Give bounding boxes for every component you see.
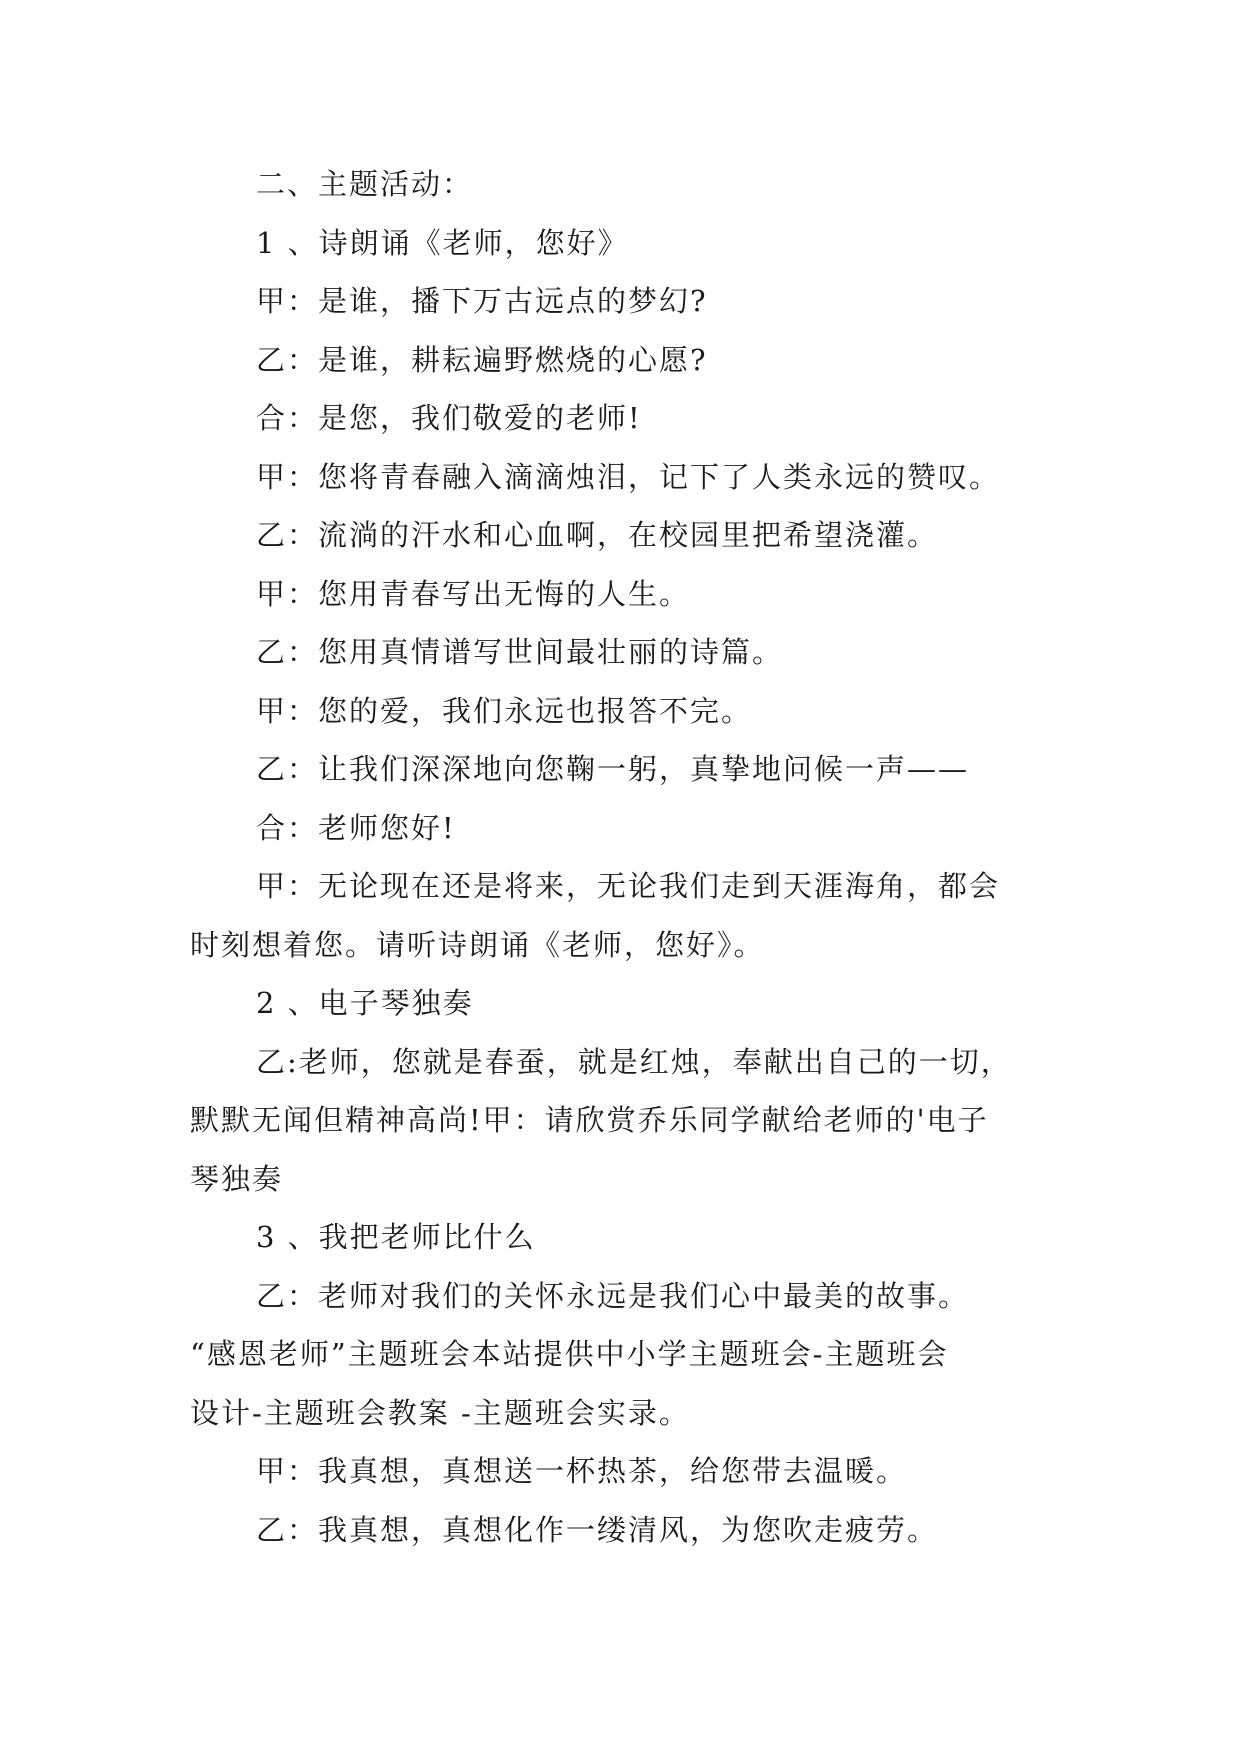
text-line: 1 、诗朗诵《老师，您好》: [256, 225, 629, 260]
text-line: 甲：我真想，真想送一杯热茶，给您带去温暖。: [256, 1454, 908, 1488]
text-line: 3 、我把老师比什么: [256, 1220, 536, 1254]
document-body: [190, 155, 1070, 1559]
text-line: 甲：您将青春融入滴滴烛泪，记下了人类永远的赞叹。: [256, 459, 1001, 494]
text-line: 默默无闻但精神高尚!甲：请欣赏乔乐同学献给老师的'电子: [190, 1103, 989, 1137]
text-line: 二、主题活动：: [256, 167, 474, 201]
text-line: 乙：是谁，耕耘遍野燃烧的心愿?: [256, 342, 708, 377]
text-line: 时刻想着您。请听诗朗诵《老师，您好》。: [190, 927, 765, 962]
text-line: 设计-主题班会教案 -主题班会实录。: [190, 1395, 690, 1430]
text-line: 甲：是谁，播下万古远点的梦幻?: [256, 284, 708, 318]
text-line: 甲：您用青春写出无悔的人生。: [256, 576, 691, 611]
text-line: 乙：我真想，真想化作一缕清风，为您吹走疲劳。: [256, 1512, 939, 1547]
text-line: 甲：您的爱，我们永远也报答不完。: [256, 693, 753, 728]
text-line: 琴独奏: [190, 1161, 284, 1196]
text-line: 合：是您，我们敬爱的老师!: [256, 401, 642, 435]
text-line: 乙：让我们深深地向您鞠一躬，真挚地问候一声——: [256, 752, 970, 786]
text-line: 乙：老师对我们的关怀永远是我们心中最美的故事。: [256, 1278, 970, 1313]
text-line: 合：老师您好!: [256, 810, 456, 845]
text-line: 乙：流淌的汗水和心血啊，在校园里把希望浇灌。: [256, 518, 939, 552]
text-line: 乙：您用真情谱写世间最壮丽的诗篇。: [256, 635, 784, 669]
text-line: 乙:老师，您就是春蚕，就是红烛，奉献出自己的一切，: [256, 1044, 1012, 1079]
text-line: 2 、电子琴独奏: [256, 986, 474, 1020]
text-line: “感恩老师”主题班会本站提供中小学主题班会-主题班会: [190, 1337, 949, 1371]
text-line: 甲：无论现在还是将来，无论我们走到天涯海角，都会: [256, 869, 1001, 903]
